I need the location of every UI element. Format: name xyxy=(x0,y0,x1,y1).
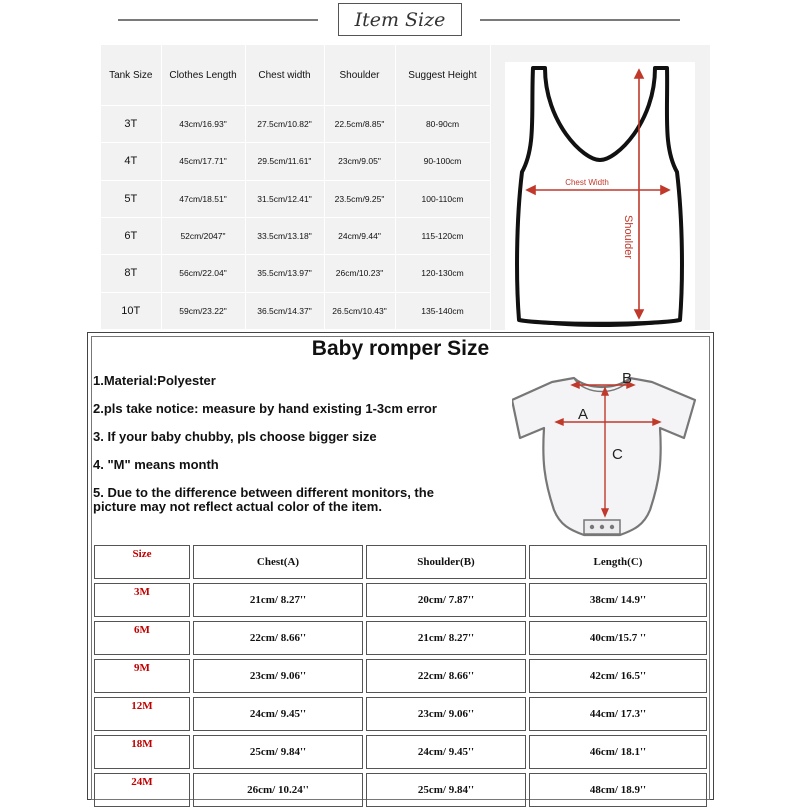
table-cell: 80-90cm xyxy=(395,106,490,143)
table-row xyxy=(101,143,490,180)
table-cell: 23cm/ 9.06'' xyxy=(193,659,363,693)
table-cell: 21cm/ 8.27'' xyxy=(193,583,363,617)
table-cell: 24cm/ 9.45'' xyxy=(193,697,363,731)
tank-size-cell: 6T xyxy=(101,217,161,254)
romper-size-table xyxy=(91,541,710,811)
romper-size-cell: 18M xyxy=(94,735,190,769)
table-cell: 23cm/ 9.06'' xyxy=(366,697,526,731)
tank-table-header xyxy=(101,45,490,106)
table-cell: 90-100cm xyxy=(395,143,490,180)
romper-size-cell: 24M xyxy=(94,773,190,807)
table-cell: 24cm/ 9.45'' xyxy=(366,735,526,769)
label-c: C xyxy=(612,446,623,463)
romper-size-cell: 12M xyxy=(94,697,190,731)
romper-size-cell: 6M xyxy=(94,621,190,655)
table-cell: 38cm/ 14.9'' xyxy=(529,583,707,617)
tank-col-header: Shoulder xyxy=(324,45,395,106)
table-cell: 25cm/ 9.84'' xyxy=(366,773,526,807)
tank-size-cell: 3T xyxy=(101,106,161,143)
table-cell: 22cm/ 8.66'' xyxy=(366,659,526,693)
table-cell: 26.5cm/10.43" xyxy=(324,292,395,329)
table-row xyxy=(101,255,490,292)
table-cell: 23cm/9.05" xyxy=(324,143,395,180)
table-cell: 48cm/ 18.9'' xyxy=(529,773,707,807)
table-cell: 45cm/17.71" xyxy=(161,143,245,180)
table-cell: 25cm/ 9.84'' xyxy=(193,735,363,769)
table-cell: 56cm/22.04" xyxy=(161,255,245,292)
table-cell: 27.5cm/10.82" xyxy=(245,106,324,143)
table-row xyxy=(94,735,707,769)
tank-size-cell: 5T xyxy=(101,180,161,217)
note-item: 2.pls take notice: measure by hand existing 1-3cm error xyxy=(93,401,437,416)
table-row xyxy=(101,217,490,254)
tank-size-table xyxy=(101,45,491,330)
label-a: A xyxy=(578,406,589,423)
table-cell: 43cm/16.93" xyxy=(161,106,245,143)
tank-size-cell: 4T xyxy=(101,143,161,180)
table-row xyxy=(101,106,490,143)
table-cell: 42cm/ 16.5'' xyxy=(529,659,707,693)
table-row xyxy=(94,621,707,655)
table-row xyxy=(94,583,707,617)
table-cell: 33.5cm/13.18" xyxy=(245,217,324,254)
table-cell: 135-140cm xyxy=(395,292,490,329)
romper-col-header: Shoulder(B) xyxy=(366,545,526,579)
header-divider-right xyxy=(480,19,680,21)
tank-col-header: Tank Size xyxy=(101,45,161,106)
table-cell: 20cm/ 7.87'' xyxy=(366,583,526,617)
romper-size-cell: 3M xyxy=(94,583,190,617)
table-cell: 23.5cm/9.25" xyxy=(324,180,395,217)
note-item: 3. If your baby chubby, pls choose bigger size xyxy=(93,429,377,444)
table-cell: 24cm/9.44" xyxy=(324,217,395,254)
table-cell: 52cm/2047" xyxy=(161,217,245,254)
table-cell: 22cm/ 8.66'' xyxy=(193,621,363,655)
note-item: picture may not reflect actual color of the item. xyxy=(93,499,382,514)
romper-col-header: Length(C) xyxy=(529,545,707,579)
table-cell: 120-130cm xyxy=(395,255,490,292)
table-cell: 31.5cm/12.41" xyxy=(245,180,324,217)
romper-title: Baby romper Size xyxy=(311,337,490,360)
tank-top-outline xyxy=(517,68,682,324)
shoulder-label: Shoulder xyxy=(622,214,634,260)
label-b: B xyxy=(622,370,633,387)
table-cell: 26cm/10.23" xyxy=(324,255,395,292)
note-item: 4. "M" means month xyxy=(93,457,219,472)
tank-size-cell: 10T xyxy=(101,292,161,329)
table-row xyxy=(94,697,707,731)
chest-width-label: Chest Width xyxy=(565,178,609,187)
romper-col-header: Chest(A) xyxy=(193,545,363,579)
header-title: Item Size xyxy=(354,8,446,31)
table-cell: 26cm/ 10.24'' xyxy=(193,773,363,807)
note-item: 1.Material:Polyester xyxy=(93,373,216,388)
table-row xyxy=(101,180,490,217)
table-row xyxy=(101,292,490,329)
table-row xyxy=(94,773,707,807)
table-cell: 40cm/15.7 '' xyxy=(529,621,707,655)
tank-col-header: Chest width xyxy=(245,45,324,106)
header-title-box xyxy=(338,3,462,36)
romper-size-cell: 9M xyxy=(94,659,190,693)
tank-size-cell: 8T xyxy=(101,255,161,292)
table-cell: 29.5cm/11.61" xyxy=(245,143,324,180)
romper-table-header xyxy=(94,545,707,579)
table-cell: 59cm/23.22" xyxy=(161,292,245,329)
table-cell: 44cm/ 17.3'' xyxy=(529,697,707,731)
table-cell: 47cm/18.51" xyxy=(161,180,245,217)
tank-col-header: Suggest Height xyxy=(395,45,490,106)
tank-col-header: Clothes Length xyxy=(161,45,245,106)
table-cell: 100-110cm xyxy=(395,180,490,217)
table-cell: 46cm/ 18.1'' xyxy=(529,735,707,769)
table-row xyxy=(94,659,707,693)
table-cell: 22.5cm/8.85" xyxy=(324,106,395,143)
table-cell: 21cm/ 8.27'' xyxy=(366,621,526,655)
tank-top-diagram xyxy=(505,62,695,330)
romper-diagram xyxy=(512,370,707,545)
romper-col-header: Size xyxy=(94,545,190,579)
table-cell: 115-120cm xyxy=(395,217,490,254)
table-cell: 36.5cm/14.37" xyxy=(245,292,324,329)
table-cell: 35.5cm/13.97" xyxy=(245,255,324,292)
header-divider-left xyxy=(118,19,318,21)
note-item: 5. Due to the difference between different monitors, the xyxy=(93,485,434,500)
